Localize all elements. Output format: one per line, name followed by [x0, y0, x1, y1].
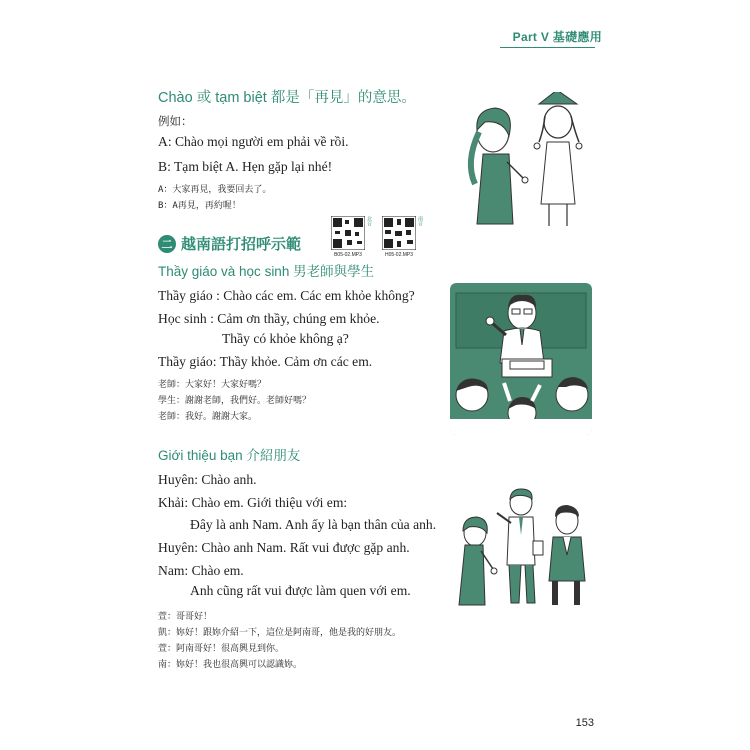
- qr-code-north[interactable]: [331, 216, 372, 258]
- classroom-illustration: [450, 283, 592, 435]
- example-translation-a: A：大家再見，我要回去了。: [158, 185, 272, 195]
- introduction-illustration: [455, 485, 595, 615]
- dialog1-translation: 學生：謝謝老師，我們好。老師好嗎？: [158, 396, 312, 406]
- qr-code-icon: [331, 216, 365, 250]
- dialog2-translation: 南：妳好！我也很高興可以認識妳。: [158, 660, 303, 670]
- qr-code-icon: [382, 216, 416, 250]
- dialog2-line: Đây là anh Nam. Anh ấy là bạn thân của anh.: [190, 517, 437, 532]
- dialog2-translation: 萱：阿南哥好！很高興見到你。: [158, 644, 285, 654]
- section2-heading: [158, 233, 301, 254]
- dialog1-translation: 老師：我好。謝謝大家。: [158, 412, 258, 422]
- dialog1-line: Thầy giáo: Thầy khỏe. Cảm ơn các em.: [158, 354, 373, 369]
- qr-caption: B05-02.MP3: [334, 252, 362, 258]
- dialog2-line: Huyên: Chào anh.: [158, 472, 257, 487]
- dialog2-line: Nam: Chào em.: [158, 563, 244, 578]
- qr-caption: H05-02.MP3: [384, 252, 414, 258]
- dialog2-line: Huyên: Chào anh Nam. Rất vui được gặp anh.: [158, 540, 410, 555]
- dialog1-title: Thầy giáo và học sinh 男老師與學生: [158, 264, 375, 279]
- dialog2-translation: 萱：哥哥好！: [158, 612, 213, 622]
- qr-code-south[interactable]: [382, 216, 423, 258]
- dialog2-title: Giới thiệu bạn 介紹朋友: [158, 448, 301, 463]
- example-line-a: A: Chào mọi người em phải về rồi.: [158, 134, 349, 149]
- header-rule: [500, 47, 595, 48]
- section1-title: Chào 或 tạm biệt 都是「再見」的意思。: [158, 90, 416, 106]
- example-translation-b: B：A再見，再約喔！: [158, 201, 241, 211]
- dialog1-translation: 老師：大家好！大家好嗎？: [158, 380, 267, 390]
- example-label: 例如：: [158, 116, 193, 128]
- header-section: 基礎應用: [552, 30, 602, 44]
- qr-tag: 南音: [417, 216, 423, 226]
- page-number: 153: [575, 717, 594, 729]
- dialog1-line: Học sinh : Cảm ơn thầy, chúng em khỏe.: [158, 311, 380, 326]
- header-part: Part V: [512, 30, 550, 44]
- section2-title: 越南語打招呼示範: [181, 236, 302, 253]
- dialog2-line: Anh cũng rất vui được làm quen với em.: [190, 583, 411, 598]
- dialog1-line: Thầy giáo : Chào các em. Các em khỏe không?: [158, 288, 415, 303]
- qr-tag: 北音: [366, 216, 372, 226]
- dialog2-line: Khải: Chào em. Giới thiệu với em:: [158, 495, 348, 510]
- running-header: [513, 28, 602, 45]
- section2-number: 二: [158, 235, 176, 253]
- dialog2-translation: 凱：妳好！跟妳介紹一下，這位是阿南哥，他是我的好朋友。: [158, 628, 402, 638]
- example-line-b: B: Tạm biệt A. Hẹn gặp lại nhé!: [158, 159, 333, 174]
- dialog1-line: Thầy có khỏe không ạ?: [222, 331, 349, 346]
- farewell-illustration: [455, 92, 595, 232]
